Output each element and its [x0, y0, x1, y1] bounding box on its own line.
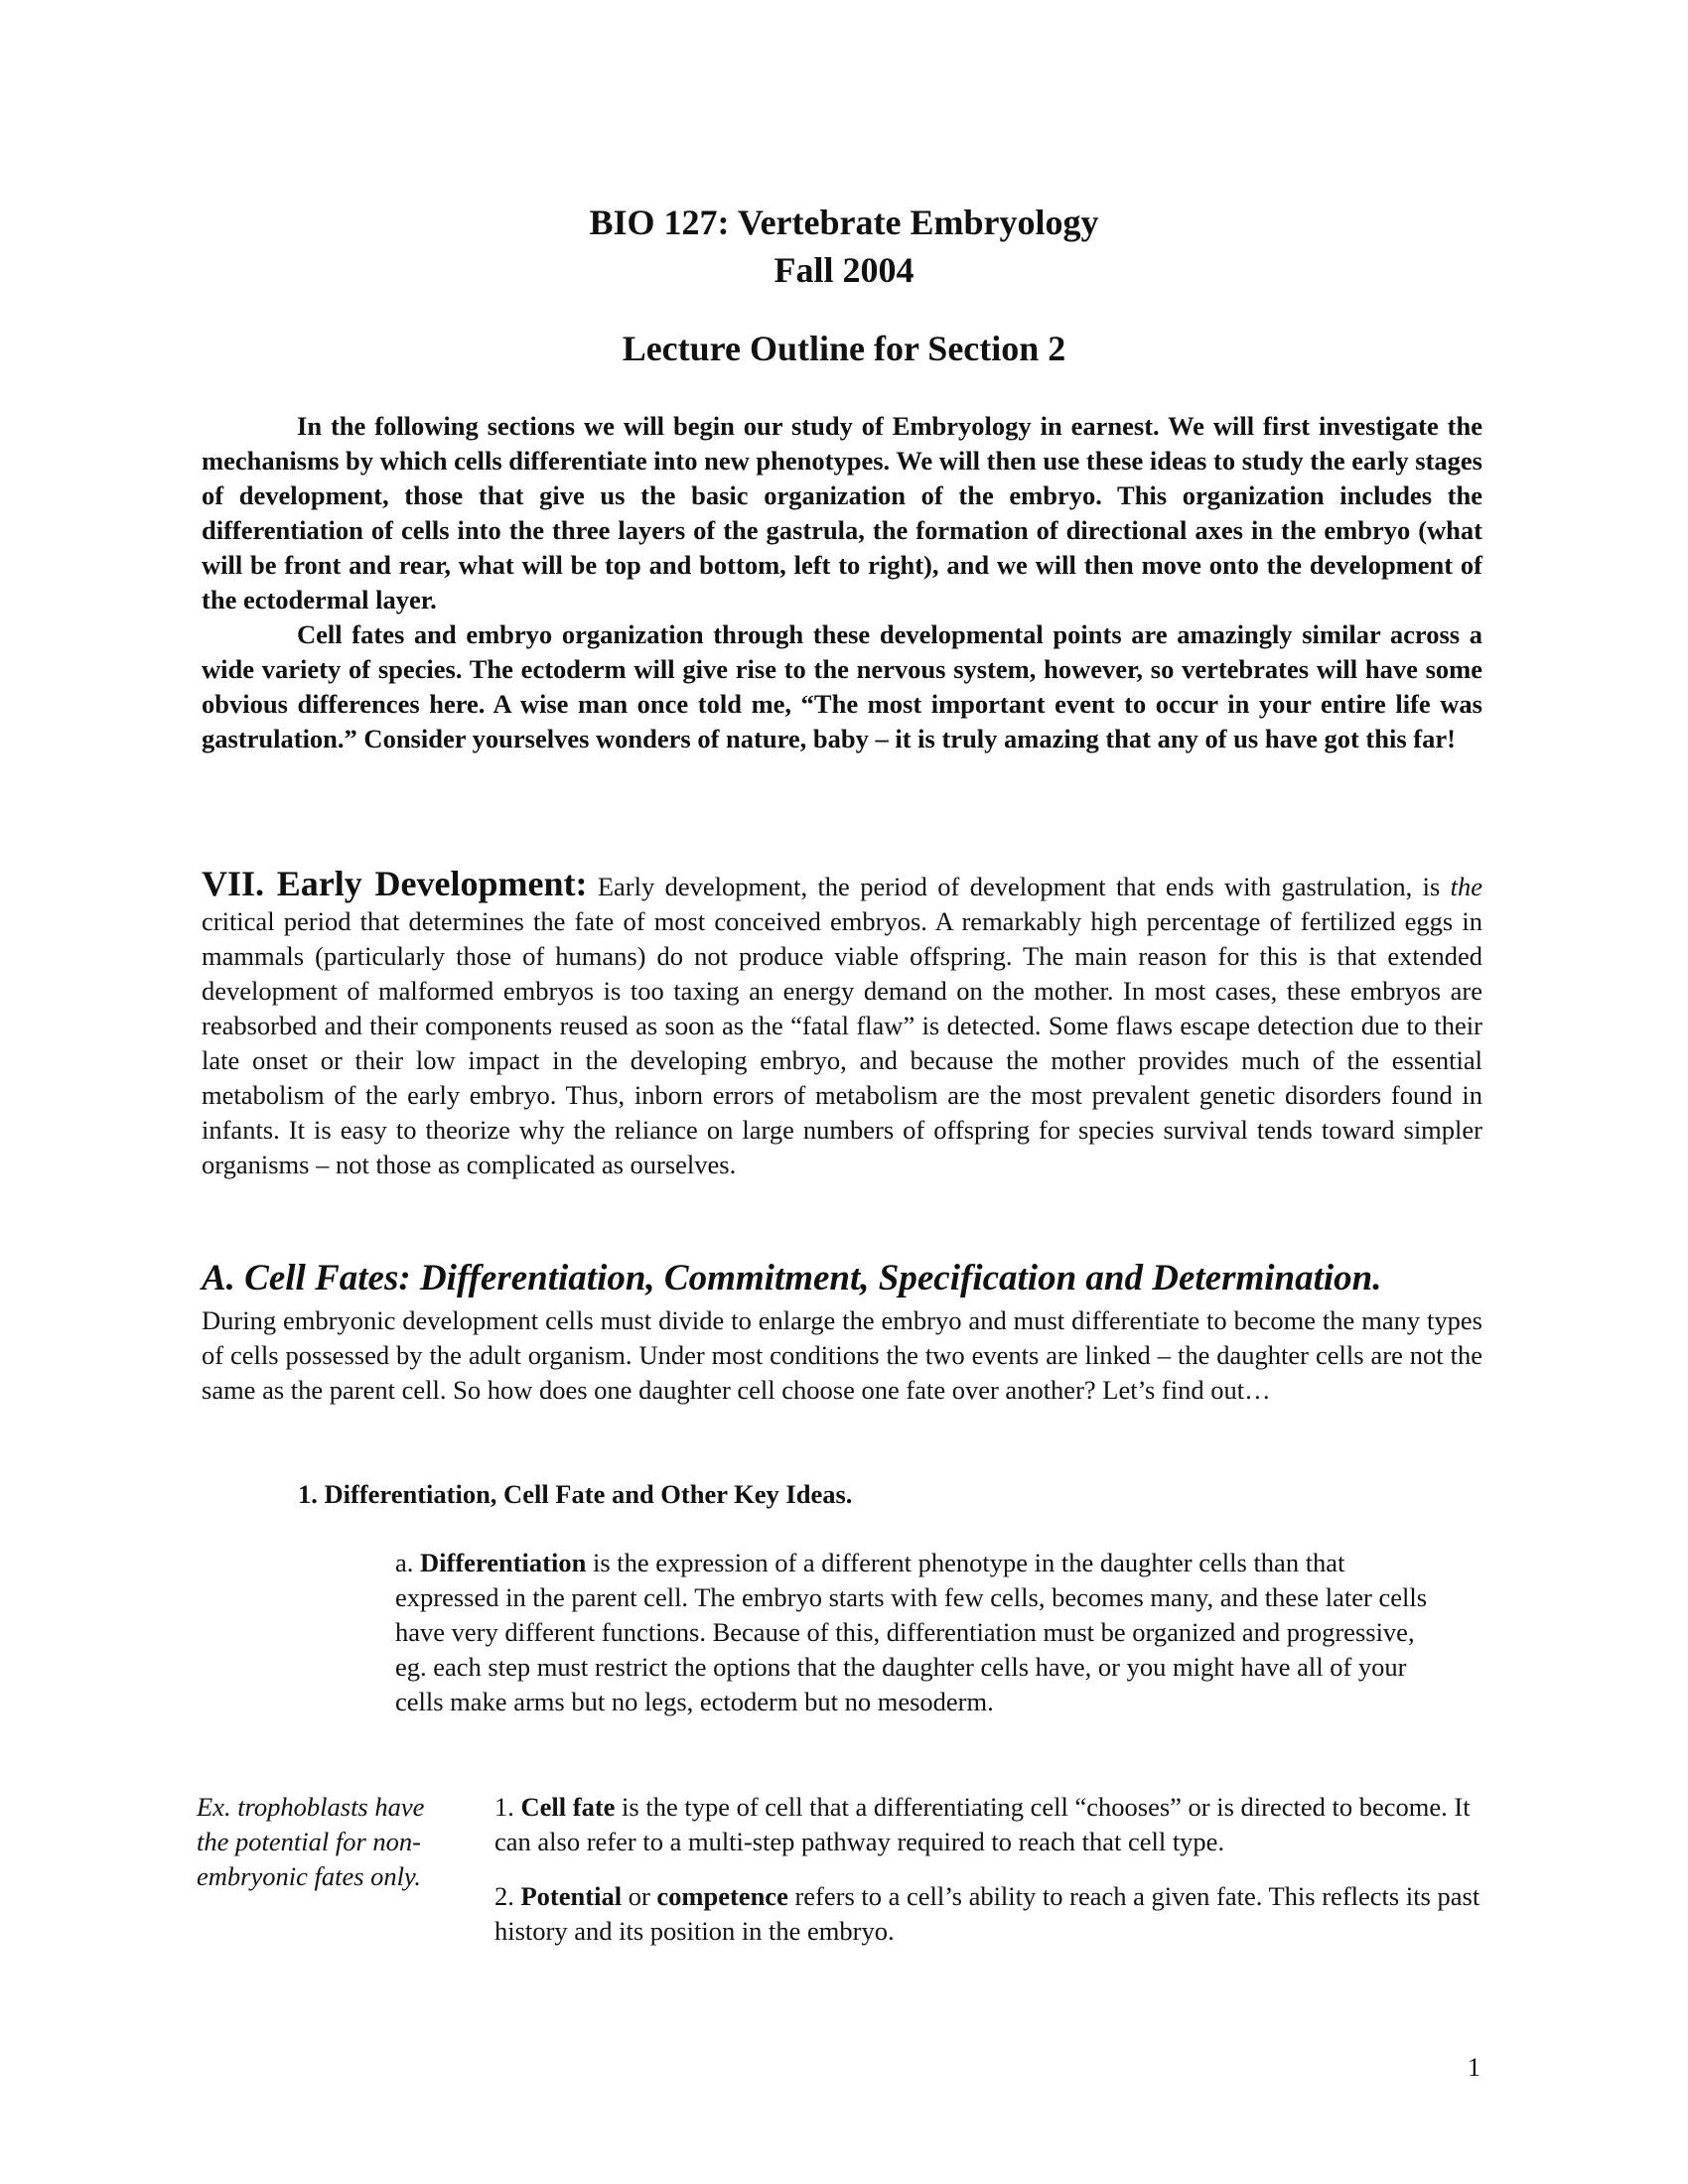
item-2-term-2: competence [656, 1881, 788, 1911]
intro-paragraph-1: In the following sections we will begin our study of Embryology in earnest. We will first investigate the mechanisms by which cells differentiate into new phenotypes. We will then use these ideas to study the early stages of development, those that give us the basic organization of the embryo. This organization includes the differentiation of cells into the three layers of the gastrula, the formation of directional axes in the embryo (what will be front and rear, what will be top and bottom, left to right), and we will then move onto the development of the ectodermal layer. [202, 411, 1482, 614]
title-block [0, 199, 1688, 294]
page-number: 1 [1468, 2053, 1480, 2082]
paragraph-a-term: Differentiation [420, 1548, 587, 1577]
paragraph-a [395, 1546, 1448, 1719]
section-vii-text-1: Early development, the period of development that ends with gastrulation, is [587, 872, 1451, 901]
term: Fall 2004 [774, 250, 914, 290]
section-vii-heading: VII. Early Development: [202, 864, 588, 903]
section-vii-text-2: critical period that determines the fate of most conceived embryos. A remarkably high percentage of fertilized eggs in mammals (particularly those of humans) do not produce viable offspring. The main reason for this is that extended development of malformed embryos is too taxing an energy demand on the mother. In most cases, these embryos are reabsorbed and their components reused as soon as the “fatal flaw” is detected. Some flaws escape detection due to their late onset or their low impact in the developing embryo, and because the mother provides much of the essential metabolism of the early embryo. Thus, inborn errors of metabolism are the most prevalent genetic disorders found in infants. It is easy to theorize why the reliance on large numbers of offspring for species survival tends toward simpler organisms – not those as complicated as ourselves. [202, 906, 1482, 1179]
lecture-title: Lecture Outline for Section 2 [622, 329, 1066, 368]
margin-note: Ex. trophoblasts have the potential for non-embryonic fates only. [197, 1792, 425, 1891]
section-a-heading: A. Cell Fates: Differentiation, Commitment, Specification and Determination. [202, 1258, 1382, 1298]
item-1-prefix: 1. [494, 1792, 521, 1822]
course-title: BIO 127: Vertebrate Embryology [589, 203, 1099, 242]
item-2-prefix: 2. [494, 1881, 521, 1911]
intro-paragraph-2: Cell fates and embryo organization through these developmental points are amazingly similar across a wide variety of species. The ectoderm will give rise to the nervous system, however, so vertebrates will have some obvious differences here. A wise man once told me, “The most important event to occur in your entire life was gastrulation.” Consider yourselves wonders of nature, baby – it is truly amazing that any of us have got this far! [202, 619, 1482, 753]
item-1-text: is the type of cell that a differentiating cell “chooses” or is directed to become. It can also refer to a multi-step pathway required to reach that cell type. [494, 1792, 1471, 1856]
item-1-term: Cell fate [520, 1792, 616, 1822]
subsection-1-heading: 1. Differentiation, Cell Fate and Other Key Ideas. [298, 1479, 853, 1509]
item-2-mid: or [622, 1881, 657, 1911]
paragraph-a-prefix: a. [395, 1548, 421, 1577]
section-vii [202, 864, 1483, 1182]
definition-list [494, 1790, 1497, 1969]
paragraph-a-text: is the expression of a different phenotype in the daughter cells than that expressed in the parent cell. The embryo starts with few cells, becomes many, and these later cells have very different functions. Because of this, differentiation must be organized and progressive, eg. each step must restrict the options that the daughter cells have, or you might have all of your cells make arms but no legs, ectoderm but no mesoderm. [395, 1548, 1428, 1716]
section-a-body: During embryonic development cells must divide to enlarge the embryo and must differentiate to become the many types of cells possessed by the adult organism. Under most conditions the two events are linked – the daughter cells are not the same as the parent cell. So how does one daughter cell choose one fate over another? Let’s find out… [202, 1305, 1482, 1405]
list-item [494, 1879, 1497, 1949]
list-item [494, 1790, 1497, 1859]
item-2-text: refers to a cell’s ability to reach a given fate. This reflects its past history and its position in the embryo. [494, 1881, 1480, 1946]
section-vii-italic-word: the [1450, 872, 1483, 901]
intro-section [202, 409, 1482, 756]
item-2-term-1: Potential [520, 1881, 623, 1911]
